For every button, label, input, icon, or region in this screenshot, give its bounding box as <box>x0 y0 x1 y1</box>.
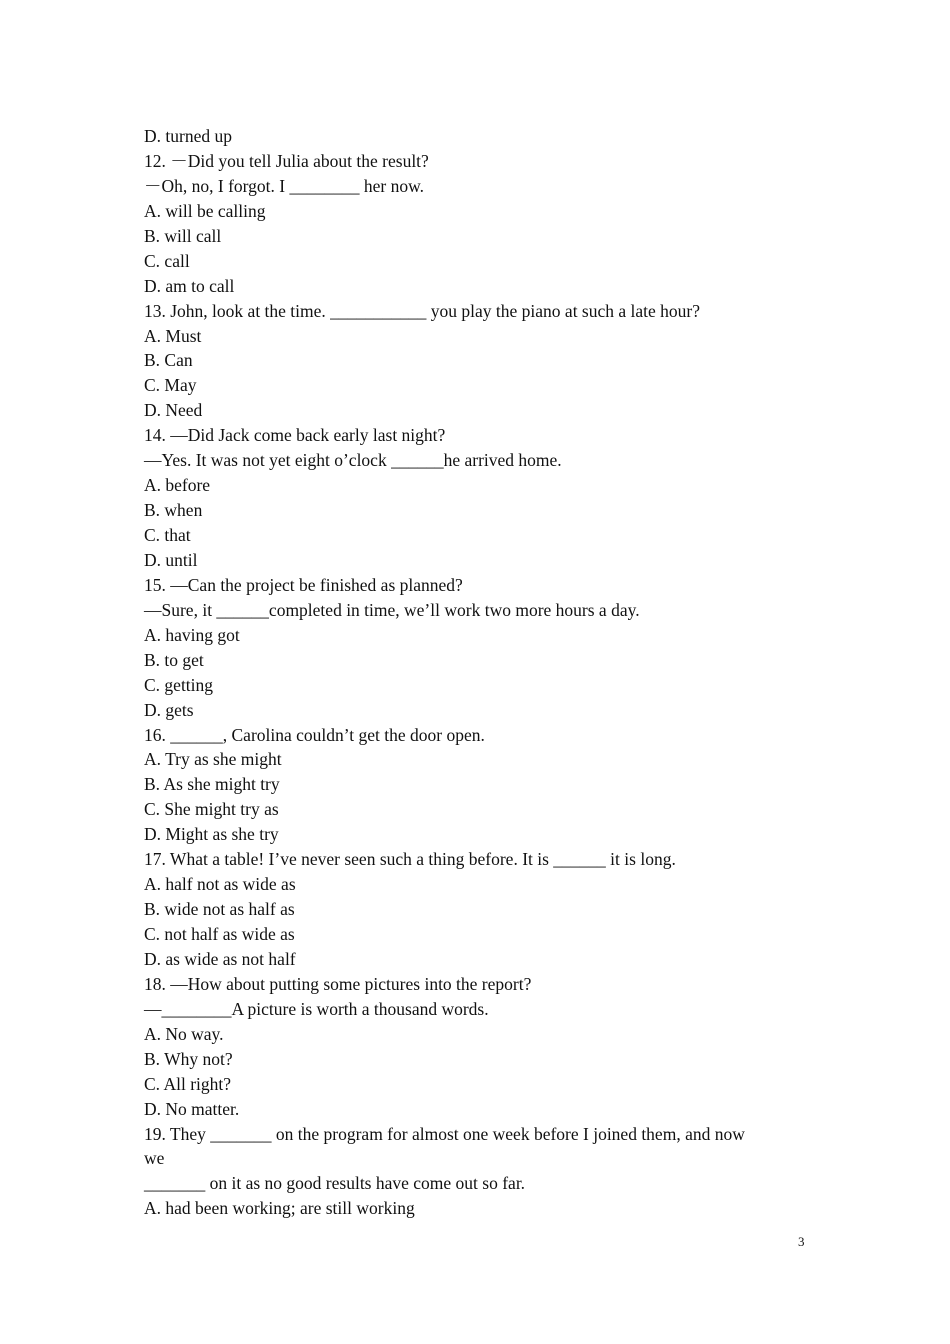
question-18: 18. —How about putting some pictures into the report? <box>144 973 532 994</box>
option-b: B. when <box>144 500 203 521</box>
text-line: D. turned up <box>144 126 232 146</box>
option-a: A. will be calling <box>144 200 266 221</box>
option-a: A. half not as wide as <box>144 874 296 895</box>
option-b: B. Can <box>144 350 193 371</box>
question-19: 19. They _______ on the program for almost one week before I joined them, and now <box>144 1123 745 1144</box>
question-14: 14. —Did Jack come back early last night? <box>144 425 446 446</box>
question-17: 17. What a table! I’ve never seen such a thing before. It is ______ it is long. <box>144 849 676 870</box>
text-line: —Yes. It was not yet eight o’clock ______he arrived home. <box>144 450 562 471</box>
option-a: A. Try as she might <box>144 749 282 770</box>
option-d: D. as wide as not half <box>144 948 296 969</box>
text-line: we <box>144 1148 165 1169</box>
option-d: D. No matter. <box>144 1098 240 1119</box>
option-b: B. Why not? <box>144 1048 233 1069</box>
option-c: C. She might try as <box>144 799 279 820</box>
option-d: D. am to call <box>144 275 235 296</box>
question-15: 15. —Can the project be finished as planned? <box>144 574 463 595</box>
option-b: B. As she might try <box>144 774 280 795</box>
text-line: —________A picture is worth a thousand words. <box>144 998 489 1019</box>
option-a: A. No way. <box>144 1023 224 1044</box>
option-c: C. call <box>144 250 190 271</box>
option-c: C. getting <box>144 674 214 695</box>
option-c: C. not half as wide as <box>144 924 295 944</box>
question-13: 13. John, look at the time. ___________ you play the piano at such a late hour? <box>144 300 701 321</box>
option-a: A. Must <box>144 325 202 346</box>
text-line: _______ on it as no good results have come out so far. <box>144 1173 526 1194</box>
option-b: B. will call <box>144 225 222 246</box>
text-line: —Sure, it ______completed in time, we’ll work two more hours a day. <box>144 599 640 620</box>
option-a: A. had been working; are still working <box>144 1198 415 1219</box>
question-16: 16. ______, Carolina couldn’t get the door open. <box>144 724 485 745</box>
text-line: －Oh, no, I forgot. I ________ her now. <box>144 175 424 196</box>
option-d: D. until <box>144 549 198 570</box>
document-body <box>144 124 814 1221</box>
option-a: A. having got <box>144 624 240 645</box>
option-a: A. before <box>144 475 211 496</box>
option-b: B. to get <box>144 649 204 670</box>
option-d: D. Need <box>144 400 203 421</box>
option-c: C. All right? <box>144 1073 232 1094</box>
option-d: D. Might as she try <box>144 824 279 845</box>
question-12: 12. －Did you tell Julia about the result? <box>144 150 429 171</box>
option-d: D. gets <box>144 699 194 720</box>
option-c: C. May <box>144 375 197 396</box>
option-b: B. wide not as half as <box>144 899 295 920</box>
page-number: 3 <box>798 1234 805 1249</box>
option-c: C. that <box>144 525 191 545</box>
